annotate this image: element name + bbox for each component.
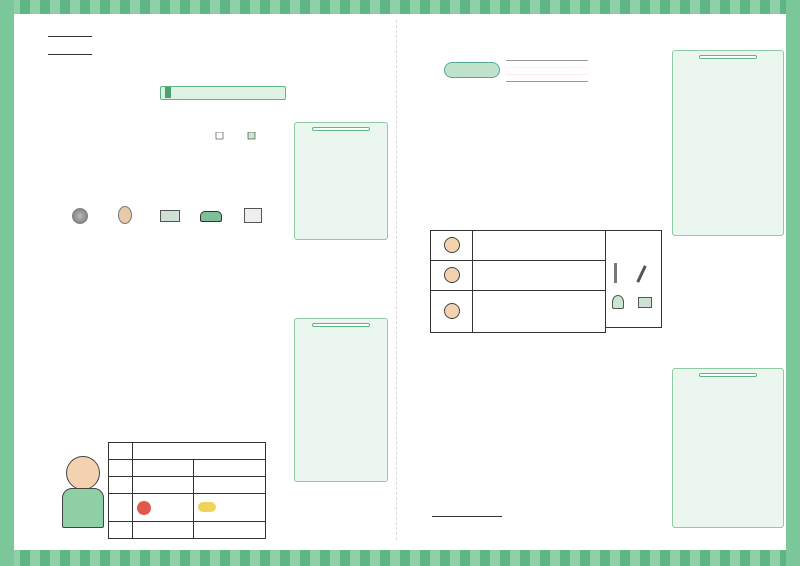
dialogue-line-1 xyxy=(48,28,92,42)
pencil-icon xyxy=(636,265,646,283)
tip-box-chart xyxy=(294,122,388,240)
tip-head xyxy=(312,127,370,131)
option-cell[interactable] xyxy=(194,460,266,477)
flowers-icon xyxy=(612,295,624,309)
answer-blank[interactable] xyxy=(48,28,92,37)
option-cell[interactable] xyxy=(132,477,193,494)
person-text xyxy=(473,261,606,291)
section-badge xyxy=(160,86,286,100)
badge-tag xyxy=(165,87,171,98)
border-left xyxy=(0,0,14,566)
table-row xyxy=(109,477,266,494)
answer-blank[interactable] xyxy=(48,46,92,55)
border-right xyxy=(786,0,800,566)
tom-avatar xyxy=(66,456,100,490)
example-toy-icons xyxy=(444,62,500,78)
price-list xyxy=(606,230,662,328)
table-row xyxy=(109,522,266,539)
page-gutter xyxy=(396,20,404,540)
ball-icon xyxy=(72,208,88,224)
apple-icon xyxy=(137,501,151,515)
legend-boy-swatch xyxy=(216,132,223,139)
table-row xyxy=(109,460,266,477)
table-row xyxy=(109,494,266,522)
tip-box-calc xyxy=(672,368,784,528)
table-row xyxy=(109,443,266,460)
banana-icon xyxy=(198,502,216,512)
option-cell[interactable] xyxy=(132,460,193,477)
option-cell[interactable] xyxy=(194,477,266,494)
person-cell xyxy=(431,291,473,333)
border-top xyxy=(0,0,800,14)
person-cell xyxy=(431,231,473,261)
table-row xyxy=(431,231,606,261)
table-cell xyxy=(109,522,133,539)
cathy-avatar xyxy=(444,303,460,319)
people-table xyxy=(430,230,606,333)
person-cell xyxy=(431,261,473,291)
option-cell[interactable] xyxy=(132,522,193,539)
example-word xyxy=(506,60,588,82)
tip-box-card xyxy=(294,318,388,482)
table-row xyxy=(431,261,606,291)
answer-blank[interactable] xyxy=(432,508,502,517)
chart-legend xyxy=(216,132,255,139)
book-icon-small xyxy=(638,297,652,308)
expand-head xyxy=(699,55,757,59)
tom-body xyxy=(62,488,104,528)
table-cell xyxy=(109,494,133,522)
page-footer xyxy=(22,540,28,553)
tom-avatar-small xyxy=(444,267,460,283)
info-card-table xyxy=(108,442,266,539)
tip-head xyxy=(312,323,370,327)
tip-head xyxy=(699,373,757,377)
table-cell xyxy=(109,460,133,477)
book-icon xyxy=(160,210,180,222)
table-cell xyxy=(109,477,133,494)
number-vocab xyxy=(676,66,780,236)
map-icon xyxy=(244,208,262,223)
option-cell[interactable] xyxy=(194,522,266,539)
dialogue-line-2 xyxy=(48,46,92,60)
person-text xyxy=(473,231,606,261)
lisa-avatar xyxy=(444,237,460,253)
table-cell xyxy=(109,443,133,460)
toy-car-icon xyxy=(200,211,222,222)
table-row xyxy=(431,291,606,333)
doll-icon xyxy=(118,206,132,224)
task2-sentence-2 xyxy=(432,508,502,522)
table-cell xyxy=(132,443,265,460)
option-cell[interactable] xyxy=(194,494,266,522)
border-bottom xyxy=(0,550,800,566)
option-cell[interactable] xyxy=(132,494,193,522)
legend-girl-swatch xyxy=(248,132,255,139)
ruler-icon xyxy=(614,263,617,283)
person-text xyxy=(473,291,606,333)
